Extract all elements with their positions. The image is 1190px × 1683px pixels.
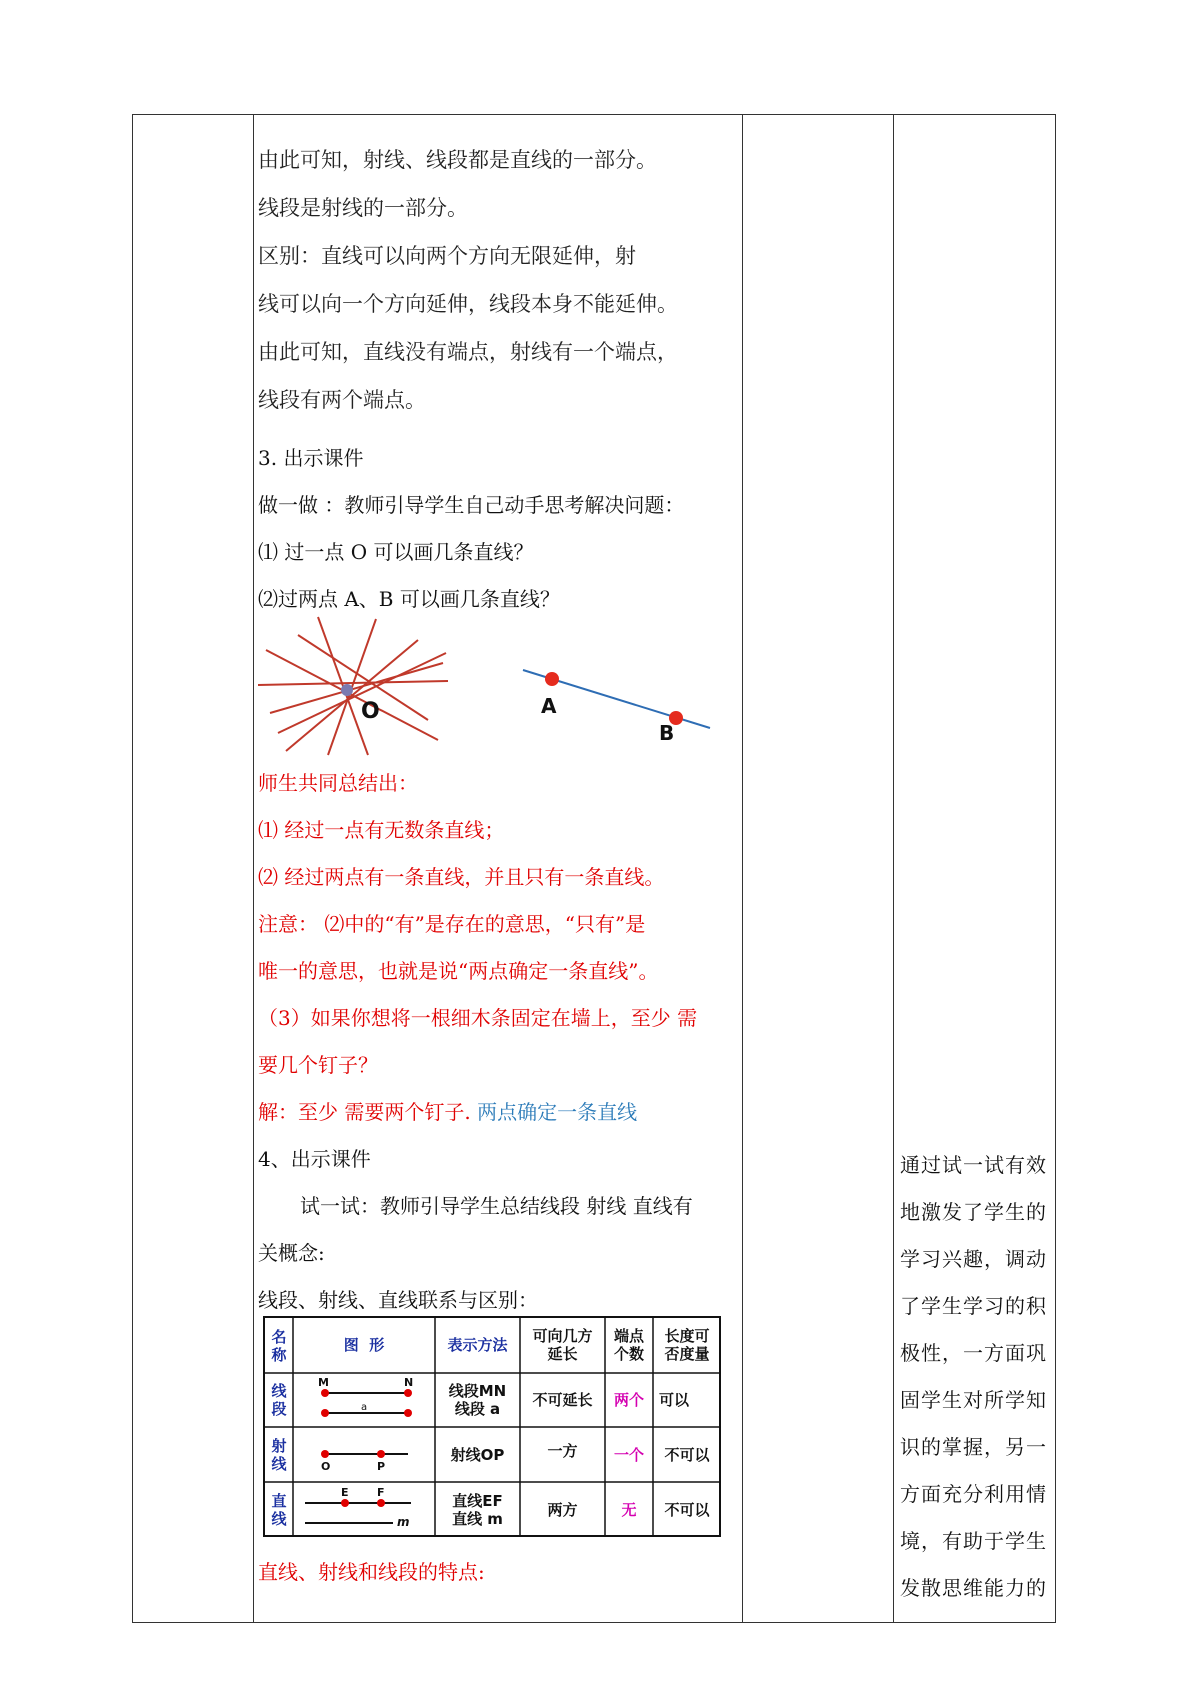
measurable-line: 不可以	[664, 1500, 710, 1519]
answer-conclusion: 两点确定一条直线	[477, 1100, 638, 1124]
lines-through-point-o	[258, 617, 448, 755]
step4-intro-1: 试一试：教师引导学生总结线段 射线 直线有	[300, 1194, 693, 1218]
extend-segment: 不可延长	[532, 1391, 593, 1409]
row-name-line: 直线	[271, 1491, 287, 1528]
answer-text: 解：至少 需要两个钉子.	[258, 1100, 478, 1124]
question-2: ⑵过两点 A、B 可以画几条直线？	[258, 587, 560, 611]
header-endpoints: 端点个数	[613, 1326, 644, 1363]
row-name-segment: 线段	[271, 1382, 287, 1418]
header-extend: 可向几方延长	[532, 1326, 593, 1363]
compare-title: 线段、射线、直线联系与区别：	[258, 1288, 538, 1312]
extend-ray: 一方	[547, 1442, 578, 1460]
point-o-label: O	[361, 699, 380, 724]
text-line: 由此可知，直线没有端点，射线有一个端点，	[258, 340, 678, 364]
measurable-ray: 不可以	[664, 1445, 710, 1464]
note-line: 极性，一方面巩	[900, 1341, 1047, 1365]
table-border-left	[132, 114, 133, 1623]
point-a-label: A	[541, 694, 557, 718]
fig-label-e: E	[341, 1486, 349, 1499]
fig-label-m: M	[318, 1376, 329, 1389]
step3-title: 3. 出示课件	[258, 446, 364, 470]
notation-segment	[435, 1373, 520, 1427]
header-figure: 图 形	[343, 1335, 385, 1354]
note-line: 地激发了学生的	[900, 1200, 1047, 1224]
lines-figure	[258, 615, 728, 765]
point-a-dot	[545, 672, 559, 686]
point-o-dot	[341, 684, 353, 696]
fig-label-f: F	[377, 1486, 385, 1499]
extend-line: 两方	[547, 1500, 578, 1519]
notation-ray: 射线OP	[450, 1445, 505, 1464]
note-line-2: 唯一的意思，也就是说“两点确定一条直线”。	[258, 959, 659, 983]
notation-line-2: 直线 m	[452, 1509, 503, 1528]
step4-title: 4、出示课件	[258, 1147, 371, 1171]
endpoints-ray: 一个	[613, 1445, 644, 1464]
header-measurable: 长度可否度量	[664, 1326, 710, 1363]
text-line: 区别：直线可以向两个方向无限延伸，射	[258, 244, 636, 268]
text-line: 线段有两个端点。	[258, 388, 426, 412]
line-through-o	[286, 640, 418, 751]
note-line: 识的掌握，另一	[900, 1435, 1047, 1459]
comparison-table	[263, 1316, 721, 1537]
line-through-o	[270, 663, 443, 713]
summary-2: ⑵ 经过两点有一条直线，并且只有一条直线。	[258, 865, 665, 889]
table-border-top	[132, 114, 1056, 115]
notation-segment-2: 线段 a	[454, 1400, 501, 1418]
fig-label-n: N	[404, 1376, 414, 1389]
note-line: 固学生对所学知	[900, 1388, 1047, 1412]
measurable-segment: 可以	[659, 1391, 690, 1409]
text-line: 线可以向一个方向延伸，线段本身不能延伸。	[258, 292, 678, 316]
design-intent-note	[900, 1142, 1060, 1612]
fig-label-o: O	[321, 1460, 331, 1473]
note-line: 发散思维能力的	[900, 1576, 1047, 1600]
question-3-line-2: 要几个钉子？	[258, 1053, 378, 1077]
fig-label-p: P	[377, 1460, 386, 1473]
summary-title: 师生共同总结出：	[258, 771, 418, 795]
note-line: 通过试一试有效	[900, 1153, 1047, 1177]
row-name-ray: 射线	[271, 1436, 287, 1473]
fig-label-a: a	[361, 1402, 368, 1413]
question-3-line-1: （3）如果你想将一根细木条固定在墙上，至少 需	[258, 1006, 698, 1030]
fig-label-m-line: m	[397, 1515, 410, 1529]
notation-line-1: 直线EF	[452, 1491, 503, 1510]
table-border-bottom	[132, 1622, 1056, 1623]
step3-intro: 做一做 ：教师引导学生自己动手思考解决问题：	[258, 493, 685, 517]
answer	[258, 1098, 637, 1126]
endpoints-segment: 两个	[613, 1391, 644, 1409]
step4-intro-2: 关概念:	[258, 1241, 325, 1265]
note-line: 方面充分利用情	[900, 1482, 1047, 1506]
table-divider-2	[742, 114, 743, 1623]
note-line: 境，有助于学生	[900, 1529, 1047, 1553]
summary-1: ⑴ 经过一点有无数条直线；	[258, 818, 505, 842]
table-divider-1	[253, 114, 254, 1623]
note-line: 学习兴趣，调动	[900, 1247, 1047, 1271]
header-notation: 表示方法	[447, 1335, 508, 1354]
note-line-1: 注意： ⑵中的“有”是存在的意思，“只有”是	[258, 912, 646, 936]
question-1: ⑴ 过一点 O 可以画几条直线？	[258, 540, 534, 564]
point-b-label: B	[659, 721, 675, 745]
note-line: 了学生学习的积	[900, 1294, 1047, 1318]
notation-line	[435, 1482, 520, 1537]
text-line: 由此可知，射线、线段都是直线的一部分。	[258, 148, 657, 172]
notation-segment-1: 线段MN	[448, 1382, 507, 1400]
features-title: 直线、射线和线段的特点:	[258, 1560, 485, 1584]
text-line: 线段是射线的一部分。	[258, 196, 468, 220]
table-divider-3	[893, 114, 894, 1623]
header-name: 名称	[271, 1327, 287, 1364]
endpoints-line: 无	[621, 1500, 637, 1519]
